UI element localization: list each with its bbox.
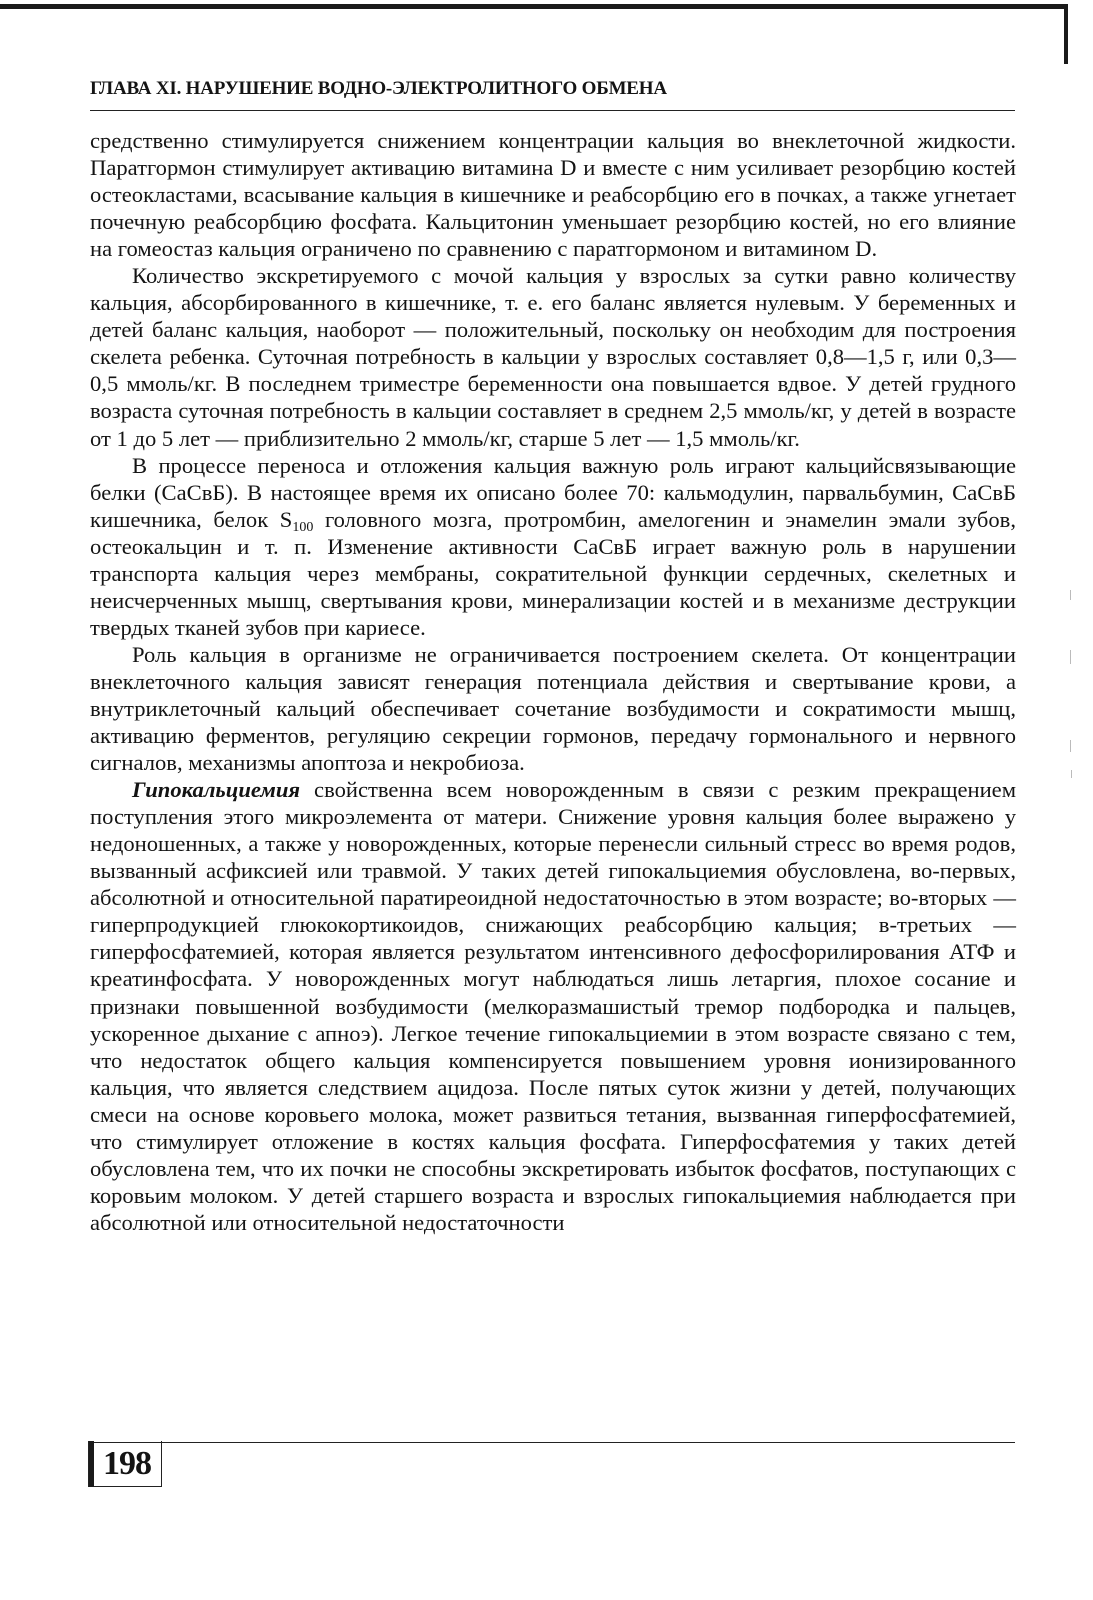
subscript-100: 100: [292, 519, 314, 535]
paragraph-1: средственно стимулируется снижением концентрации кальция во внеклеточной жидкости. Паратгормон стимулирует активацию витамина D и вместе с ним усиливает резорбцию костей остеокластами, всасывание кальция в кишечнике и реабсорбцию его в почках, а также угнетает почечную реабсорбцию фосфата. Кальцитонин уменьшает резорбцию костей, но его влияние на гомеостаз кальция ограничено по сравнению с паратгормоном и витамином D.: [90, 128, 1016, 262]
paragraph-2: Количество экскретируемого с мочой кальция у взрослых за сутки равно количеству кальция, абсорбированного в кишечнике, т. е. его баланс является нулевым. У беременных и детей баланс кальция, наоборот — положительный, поскольку он необходим для построения скелета ребенка. Суточная потребность в кальции у взрослых составляет 0,8—1,5 г, или 0,3—0,5 ммоль/кг. В последнем триместре беременности она повышается вдвое. У детей грудного возраста суточная потребность в кальции составляет в среднем 2,5 ммоль/кг, у детей в возрасте от 1 до 5 лет — приблизительно 2 ммоль/кг, старше 5 лет — 1,5 ммоль/кг.: [90, 263, 1016, 451]
paragraph-3-part-1: В процессе переноса и отложения кальция важную роль играют кальцийсвязывающие белки (CaCвБ). В настоящее время их описано более 70: кальмодулин, парвальбумин, CaCвБ кишечника, белок S: [90, 452, 1016, 532]
term-hypocalcemia: Гипокальциемия: [132, 777, 301, 803]
running-header: ГЛАВА XI. НАРУШЕНИЕ ВОДНО-ЭЛЕКТРОЛИТНОГО ОБМЕНА: [90, 78, 667, 99]
scan-speck: [1070, 740, 1071, 752]
paragraph-3-part-2: головного мозга, протромбин, амелогенин и энамелин эмали зубов, остеокальцин и т. п. Изменение активности CaCвБ играет важную роль в нарушении транспорта кальция через мембраны, сократительной функции сердечных, скелетных и неисчерченных мышц, свертывания крови, минерализации костей и в механизме деструкции твердых тканей зубов при кариесе.: [90, 506, 1016, 640]
right-border-rule: [1064, 4, 1068, 64]
paragraph-5-text: свойственна всем новорожденным в связи с резким прекращением поступления этого микроэлемента от матери. Снижение уровня кальция более выражено у недоношенных, а также у новорожденных, которые перенесли сильный стресс во время родов, вызванный асфиксией или травмой. У таких детей гипокальциемия обусловлена, во-первых, абсолютной и относительной паратиреоидной недостаточностью в этом возрасте; во-вторых — гиперпродукцией глюкокортикоидов, снижающих реабсорбцию кальция; в-третьих — гиперфосфатемией, которая является результатом интенсивного дефосфорилирования АТФ и креатинфосфата. У новорожденных могут наблюдаться лишь летаргия, плохое сосание и признаки повышенной возбудимости (мелкоразмашистый тремор подбородка и пальцев, ускоренное дыхание с апноэ). Легкое течение гипокальциемии в этом возрасте связано с тем, что недостаток общего кальция компенсируется повышением уровня ионизированного кальция, что является следствием ацидоза. После пятых суток жизни у детей, получающих смеси на основе коровьего молока, может развиться тетания, вызванная гиперфосфатемией, что стимулирует отложение в костях кальция фосфата. Гиперфосфатемия у таких детей обусловлена тем, что их почки не способны экскретировать избыток фосфатов, поступающих с коровьим молоком. У детей старшего возраста и взрослых гипокальциемия наблюдается при абсолютной или относительной недостаточности: [90, 777, 1016, 1235]
paragraph-4: Роль кальция в организме не ограничивается построением скелета. От концентрации внеклеточного кальция зависят генерация потенциала действия и свертывание крови, а внутриклеточный кальций обеспечивает сочетание возбудимости и сократимости мышц, активацию ферментов, регуляцию секреции гормонов, передачу гормонального и нервного сигналов, механизмы апоптоза и некробиоза.: [90, 641, 1016, 776]
paragraph-5: [90, 776, 1016, 1236]
paragraph-3: [90, 452, 1016, 641]
scan-speck: [1070, 650, 1071, 664]
page-number: 198: [103, 1444, 151, 1482]
page-number-bar: [89, 1441, 94, 1487]
top-border-rule: [0, 4, 1068, 9]
header-rule: [90, 110, 1015, 111]
scan-speck: [1070, 590, 1071, 600]
scan-speck: [1071, 770, 1072, 778]
page-number-box: [88, 1441, 162, 1487]
page-body: [90, 127, 1016, 1236]
footer-rule: [90, 1442, 1015, 1443]
